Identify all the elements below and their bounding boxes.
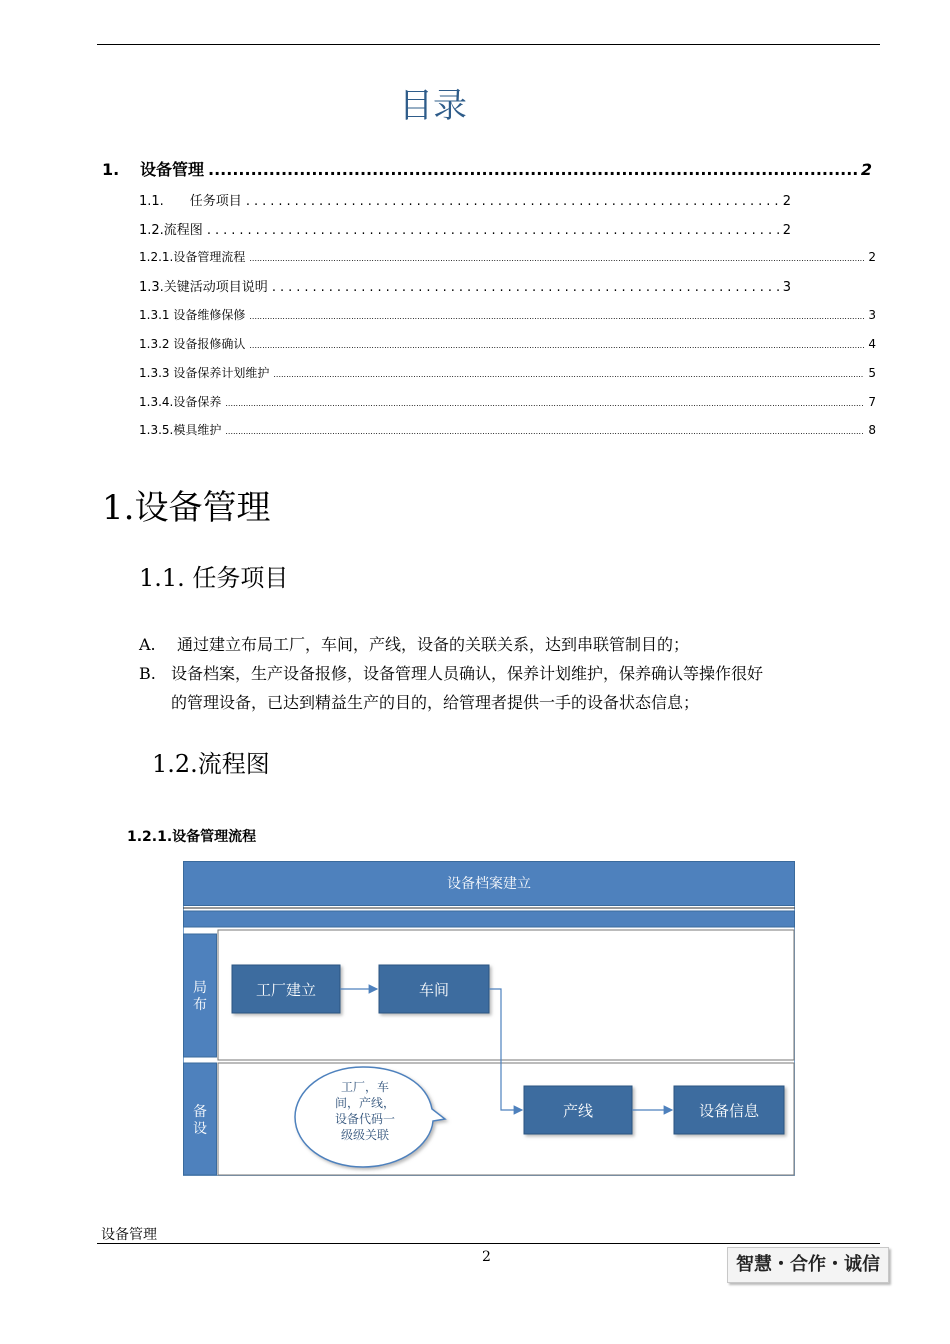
lane1-char2: 布 [193, 997, 207, 1013]
box-device-label: 设备信息 [698, 1102, 760, 1120]
footer-text: 设备管理 [101, 1227, 157, 1243]
toc-entry-page: 2 [860, 160, 872, 179]
heading-1: 1.设备管理 [102, 488, 271, 528]
toc-leader [208, 160, 857, 179]
toc-entry-label: 1.2.流程图 [139, 223, 203, 238]
toc-entry-1-3-1[interactable] [139, 306, 876, 323]
toc-entry-label: 1.3.2 设备报修确认 [139, 337, 246, 351]
toc-leader [225, 399, 864, 408]
toc-entry-1-2-1[interactable] [139, 248, 876, 265]
toc-entry-label: 1.3.1 设备维修保修 [139, 308, 246, 322]
heading-1-2-1: 1.2.1.设备管理流程 [127, 829, 257, 845]
paragraph-a [139, 630, 889, 659]
toc-leader [249, 341, 864, 350]
toc-entry-label: 设备管理 [140, 160, 205, 179]
toc-entry-1-3-3[interactable] [139, 364, 876, 381]
toc-leader [249, 312, 864, 321]
paragraph-b-line1: 设备档案，生产设备报修，设备管理人员确认，保养计划维护，保养确认等操作很好 [171, 664, 764, 683]
footer-rule [97, 1243, 880, 1244]
lane2-char1: 备 [193, 1104, 207, 1120]
bubble-line4: 级级关联 [340, 1128, 390, 1142]
flowchart [183, 861, 795, 1176]
toc-title: 目录 [399, 86, 467, 126]
list-marker-a: A. [139, 635, 156, 654]
bubble-line2: 间，产线， [334, 1096, 396, 1110]
toc-leader [249, 254, 864, 263]
toc-leader [273, 370, 864, 379]
toc-leader [207, 223, 779, 238]
toc-entry-page: 5 [868, 366, 876, 380]
toc-entry-label: 1.3.关键活动项目说明 [139, 280, 268, 295]
header-rule [97, 44, 880, 45]
toc-leader [272, 280, 779, 295]
toc-leader [246, 194, 779, 209]
toc-entry-1-3-5[interactable] [139, 421, 876, 438]
paragraph-b [139, 659, 899, 717]
toc-entry-1-3-4[interactable] [139, 393, 876, 410]
toc-entry-page: 8 [868, 423, 876, 437]
lane1-char1: 局 [193, 980, 207, 996]
toc-entry-page: 2 [782, 194, 791, 209]
toc-entry-1-2[interactable] [139, 219, 791, 238]
heading-1-2: 1.2.流程图 [152, 750, 270, 778]
toc-entry-page: 7 [868, 395, 876, 409]
paragraph-b-line2: 的管理设备，已达到精益生产的目的，给管理者提供一手的设备状态信息； [171, 693, 700, 712]
toc-entry-page: 2 [868, 250, 876, 264]
toc-entry-1-3-2[interactable] [139, 335, 876, 352]
toc-entry-page: 2 [782, 223, 791, 238]
heading-1-1: 1.1. 任务项目 [139, 564, 289, 592]
box-factory-label: 工厂建立 [255, 981, 317, 999]
box-line-label: 产线 [562, 1102, 594, 1120]
toc-entry-label: 1.1. 任务项目 [139, 194, 242, 209]
lane2-char2: 设 [193, 1121, 207, 1137]
slogan-badge: 智慧・合作・诚信 [727, 1247, 889, 1283]
box-workshop-label: 车间 [418, 981, 450, 999]
toc-entry-label: 1.3.5.模具维护 [139, 423, 222, 437]
toc-entry-number: 1. [102, 160, 120, 179]
toc-entry-page: 4 [868, 337, 876, 351]
toc-leader [225, 427, 864, 436]
toc-entry-page: 3 [868, 308, 876, 322]
toc-entry-label: 1.2.1.设备管理流程 [139, 250, 246, 264]
toc-entry-label: 1.3.4.设备保养 [139, 395, 222, 409]
toc-entry-1-3[interactable] [139, 276, 791, 295]
toc-entry-1-1[interactable] [139, 190, 791, 209]
toc-entry-main[interactable] [102, 157, 872, 180]
toc-entry-page: 3 [782, 280, 791, 295]
bubble-line3: 设备代码一 [334, 1112, 396, 1126]
toc-entry-label: 1.3.3 设备保养计划维护 [139, 366, 270, 380]
flow-sub-band [184, 911, 795, 927]
bubble-line1: 工厂，车 [340, 1080, 390, 1094]
paragraph-a-text: 通过建立布局工厂，车间，产线，设备的关联关系，达到串联管制目的； [177, 635, 690, 654]
list-marker-b: B. [139, 664, 156, 683]
flow-title: 设备档案建立 [447, 876, 531, 892]
page-number: 2 [482, 1249, 491, 1265]
